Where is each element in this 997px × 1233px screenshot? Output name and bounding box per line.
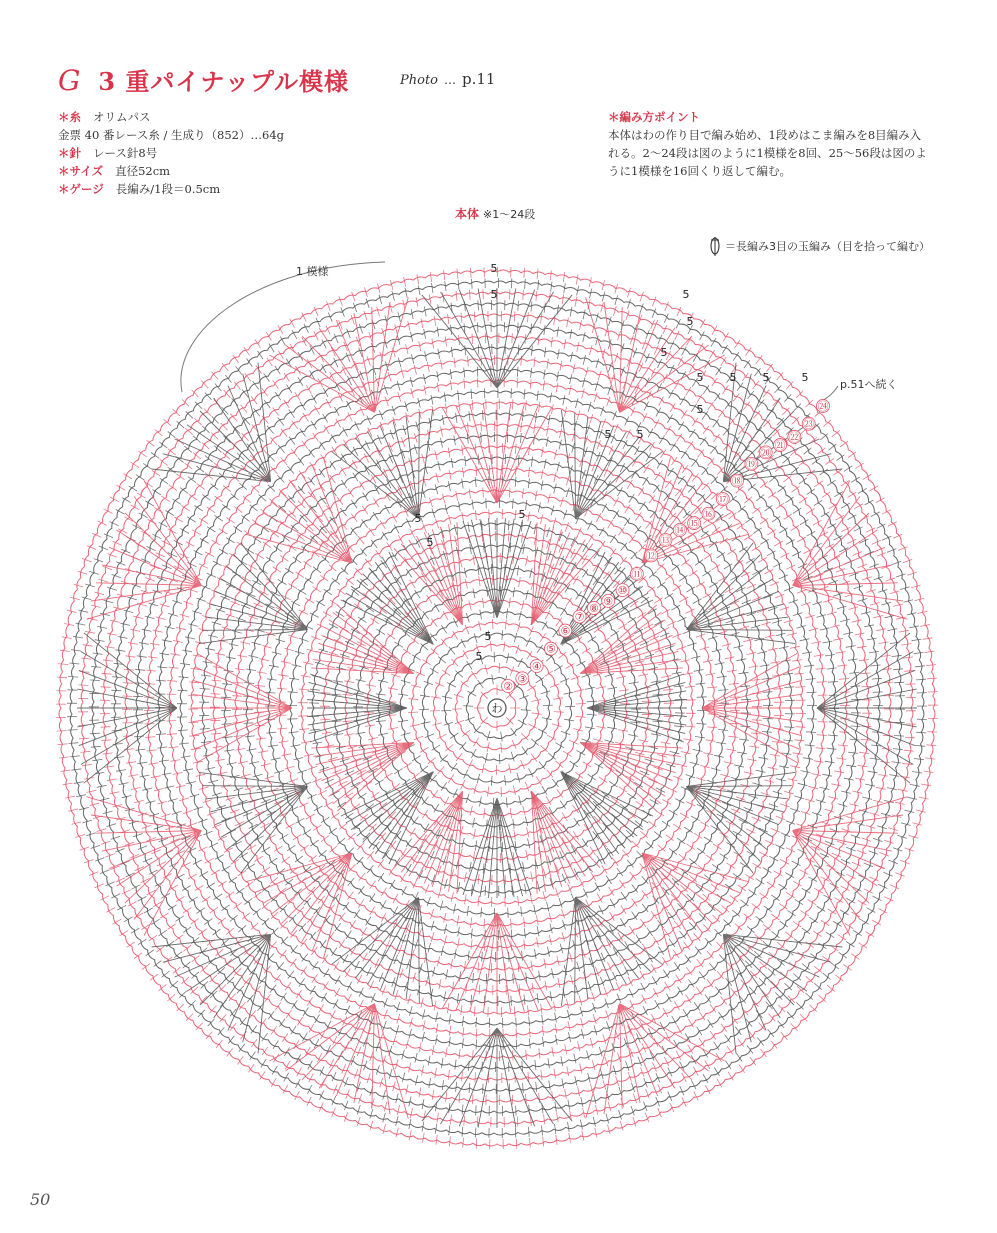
row-marker-5: 5 <box>729 371 737 384</box>
points-body: 本体はわの作り目で編み始め、1段めはこま編みを8目編み入れる。2～24段は図のように1模様を8回、25～56段は図のように1模様を16回くり返して編む。 <box>608 128 927 178</box>
row-marker-5: 5 <box>762 371 770 384</box>
row-marker-5: 5 <box>475 650 483 663</box>
row-marker-5: 5 <box>426 536 434 549</box>
row-number: ⑨ <box>603 594 614 608</box>
row-number: ⑥ <box>560 624 571 638</box>
diagram-caption-main: 本体 <box>455 207 480 221</box>
bobble-stitch-icon <box>708 235 722 257</box>
diagram-caption-sub: ※1～24段 <box>483 208 536 221</box>
row-marker-5: 5 <box>490 262 498 275</box>
row-marker-5: 5 <box>636 428 644 441</box>
row-marker-5: 5 <box>490 288 498 301</box>
row-number: ㉒ <box>788 430 800 444</box>
row-marker-5: 5 <box>518 508 526 521</box>
spec-gauge: ＊ゲージ 長編み/1段＝0.5cm <box>58 182 221 196</box>
row-number: ㉔ <box>817 399 829 413</box>
row-number: ⑤ <box>546 642 556 656</box>
spec-yarn: ＊糸 オリムパス <box>58 110 151 124</box>
pattern-title-row <box>58 62 349 97</box>
pattern-letter: G <box>58 64 81 97</box>
spec-size: ＊サイズ 直径52cm <box>58 164 171 178</box>
page-number: 50 <box>30 1190 51 1209</box>
row-number: ② <box>503 680 513 693</box>
row-number: ⑯ <box>702 507 714 521</box>
motif-label: 1 模様 <box>296 265 329 278</box>
diagram-caption <box>455 205 535 222</box>
row-number: ⑧ <box>588 601 599 615</box>
center-mark: わ <box>491 702 503 715</box>
knitting-points <box>608 108 928 180</box>
points-title: ＊編み方ポイント <box>608 110 700 124</box>
row-marker-5: 5 <box>686 315 694 328</box>
row-marker-5: 5 <box>604 428 612 441</box>
row-number: ㉑ <box>774 439 786 453</box>
stitch-legend <box>708 235 930 257</box>
photo-dots: … <box>444 73 456 87</box>
legend-text: ＝長編み3目の玉編み（目を拾って編む） <box>725 240 930 253</box>
row-number: ⑭ <box>674 524 686 538</box>
continue-label: p.51へ続く <box>840 378 898 391</box>
row-marker-5: 5 <box>660 346 668 359</box>
photo-word: Photo <box>400 73 438 88</box>
row-marker-5: 5 <box>696 403 704 416</box>
row-number: ⑫ <box>645 549 657 563</box>
row-number: ㉓ <box>803 417 815 431</box>
row-marker-5: 5 <box>696 371 704 384</box>
row-number: ⑳ <box>760 446 772 460</box>
row-number: ④ <box>531 660 542 674</box>
row-number: ⑦ <box>574 610 585 624</box>
spec-hook: ＊針 レース針8号 <box>58 146 158 160</box>
motif-bracket <box>181 262 385 392</box>
row-number: ⑪ <box>631 567 643 581</box>
row-number: ⑲ <box>745 457 757 471</box>
row-marker-5: 5 <box>484 630 492 643</box>
row-marker-5: 5 <box>414 512 422 525</box>
row-number: ⑱ <box>731 474 743 488</box>
photo-page: p.11 <box>462 70 496 88</box>
row-number: ⑩ <box>617 584 628 598</box>
row-marker-5: 5 <box>801 371 809 384</box>
row-number: ⑰ <box>717 492 729 506</box>
row-number: ⑬ <box>660 534 671 548</box>
row-marker-5: 5 <box>682 288 690 301</box>
materials-list <box>58 108 284 198</box>
spec-yarn-detail: 金票 40 番レース糸 / 生成り（852）…64g <box>58 128 284 142</box>
photo-reference <box>400 70 495 88</box>
row-number: ③ <box>517 672 528 686</box>
row-number: ⑮ <box>688 517 700 531</box>
pattern-title: 3 重パイナップル模様 <box>98 67 349 96</box>
